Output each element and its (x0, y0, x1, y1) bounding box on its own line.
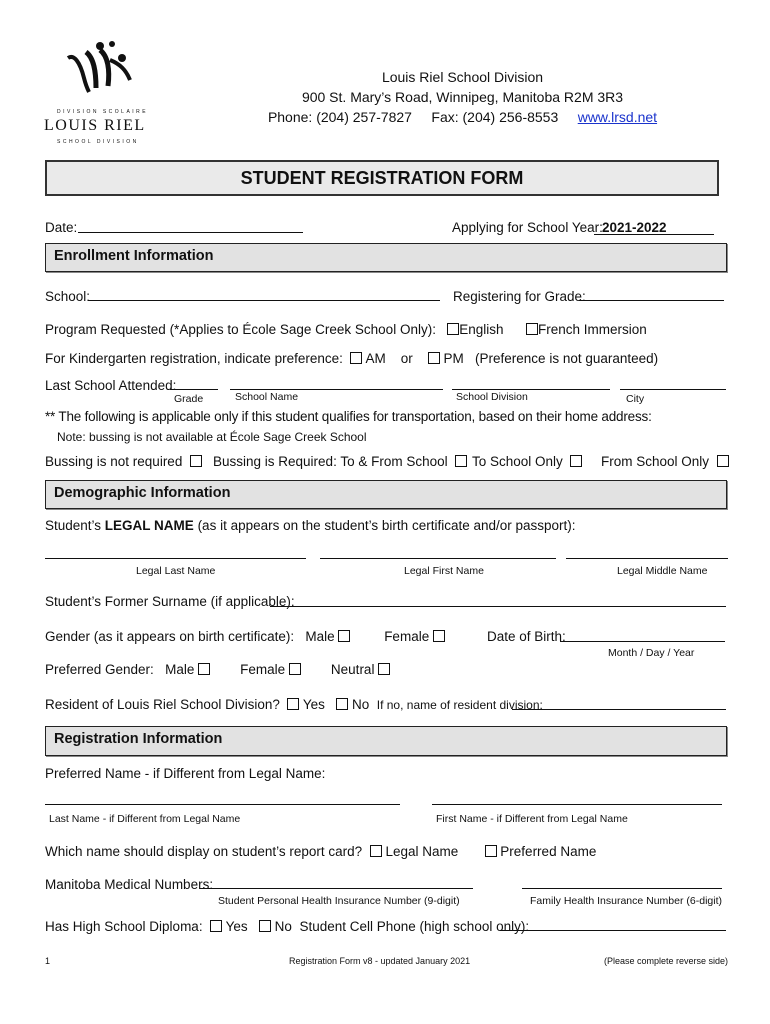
preferred-gender-row (45, 662, 390, 677)
page-number: 1 (45, 956, 51, 966)
school-year-value[interactable]: 2021-2022 (602, 220, 667, 235)
bus-not-required-checkbox[interactable] (190, 455, 202, 467)
logo-figures-icon (64, 40, 144, 95)
family-hin-caption: Family Health Insurance Number (6-digit) (530, 895, 722, 907)
bus-to-checkbox[interactable] (570, 455, 582, 467)
resident-no-checkbox[interactable] (336, 698, 348, 710)
logo-name: LOUIS RIEL (44, 117, 146, 134)
bus-required-label: Bussing is Required: To & From School (213, 454, 448, 469)
female-label: Female (384, 629, 430, 644)
transport-note: ** The following is applicable only if this student qualifies for transportation, based on their home address: (45, 409, 652, 424)
dob-field[interactable] (560, 641, 725, 642)
bussing-note: Note: bussing is not available at École Sage Creek School (57, 430, 367, 444)
enrollment-section-title: Enrollment Information (54, 248, 214, 264)
legal-name-checkbox[interactable] (370, 845, 382, 857)
bus-from (601, 454, 729, 469)
preferred-last-name-field[interactable] (45, 804, 400, 805)
enrollment-section-header (45, 243, 727, 272)
bus-to-from-checkbox[interactable] (455, 455, 467, 467)
french-immersion-checkbox[interactable] (526, 323, 538, 335)
preferred-name-label: Preferred Name - if Different from Legal Name: (45, 766, 326, 781)
grade-field[interactable] (579, 300, 724, 301)
gender-label: Gender (as it appears on birth certificate): (45, 629, 295, 644)
school-field[interactable] (88, 300, 440, 301)
preferred-name-checkbox[interactable] (485, 845, 497, 857)
medical-numbers-label: Manitoba Medical Numbers: (45, 877, 214, 892)
resident-label: Resident of Louis Riel School Division? (45, 697, 280, 712)
resident-yes-checkbox[interactable] (287, 698, 299, 710)
legal-middle-name-field[interactable] (566, 558, 728, 559)
last-grade-field[interactable] (170, 389, 218, 390)
phin-field[interactable] (200, 888, 473, 889)
or-label: or (400, 351, 413, 366)
logo (42, 40, 162, 150)
female-checkbox[interactable] (433, 630, 445, 642)
last-school-city-field[interactable] (620, 389, 726, 390)
resident-division-field[interactable] (512, 709, 726, 710)
family-hin-field[interactable] (522, 888, 722, 889)
school-division-caption: School Division (456, 391, 528, 403)
program-label: Program Requested (*Applies to École Sage Creek School Only): (45, 322, 436, 337)
pref-male-label: Male (165, 662, 195, 677)
pm-label: PM (443, 351, 464, 366)
resident-if-no-label: If no, name of resident division: (376, 698, 543, 712)
diploma-no-label: No (274, 919, 292, 934)
grade-caption: Grade (174, 393, 204, 405)
diploma-no-checkbox[interactable] (259, 920, 271, 932)
pref-female-checkbox[interactable] (289, 663, 301, 675)
legal-name-suffix: (as it appears on the student’s birth certificate and/or passport): (193, 518, 576, 533)
demographic-section-header (45, 480, 727, 509)
registration-section-header (45, 726, 727, 756)
preferred-first-caption: First Name - if Different from Legal Name (436, 813, 628, 825)
legal-first-caption: Legal First Name (404, 565, 484, 577)
legal-name-option: Legal Name (385, 844, 459, 859)
last-school-division-field[interactable] (452, 389, 610, 390)
date-label: Date: (45, 220, 78, 235)
kindergarten-row (45, 351, 658, 366)
last-school-label: Last School Attended: (45, 378, 177, 393)
pref-neutral-label: Neutral (330, 662, 375, 677)
bus-not-required (45, 454, 202, 469)
registration-section-title: Registration Information (54, 731, 223, 747)
preferred-last-caption: Last Name - if Different from Legal Name (49, 813, 241, 825)
city-caption: City (626, 393, 645, 405)
date-field[interactable] (78, 232, 303, 233)
school-year-label: Applying for School Year: (452, 220, 603, 235)
preferred-gender-label: Preferred Gender: (45, 662, 154, 677)
gender-row (45, 629, 445, 644)
bus-to-label: To School Only (472, 454, 563, 469)
diploma-row (45, 919, 529, 934)
pref-male-checkbox[interactable] (198, 663, 210, 675)
legal-first-name-field[interactable] (320, 558, 556, 559)
am-label: AM (365, 351, 386, 366)
preferred-name-option: Preferred Name (500, 844, 597, 859)
legal-last-name-field[interactable] (45, 558, 306, 559)
grade-label: Registering for Grade: (453, 289, 586, 304)
resident-no-label: No (351, 697, 370, 712)
last-school-name-field[interactable] (230, 389, 443, 390)
male-label: Male (305, 629, 335, 644)
division-fax: Fax: (204) 256-8553 (431, 109, 559, 125)
english-checkbox[interactable] (447, 323, 459, 335)
website-link[interactable]: www.lrsd.net (577, 109, 658, 125)
dob-format-caption: Month / Day / Year (608, 647, 695, 659)
logo-bottom-text: SCHOOL DIVISION (57, 139, 139, 145)
pref-neutral-checkbox[interactable] (378, 663, 390, 675)
division-phone: Phone: (204) 257-7827 (267, 109, 412, 125)
division-contact (250, 107, 675, 127)
preferred-first-name-field[interactable] (432, 804, 722, 805)
cell-phone-field[interactable] (500, 930, 726, 931)
form-version: Registration Form v8 - updated January 2021 (289, 956, 471, 966)
diploma-yes-label: Yes (225, 919, 248, 934)
form-title: STUDENT REGISTRATION FORM (45, 160, 719, 196)
cell-phone-label: Student Cell Phone (high school only): (299, 919, 530, 934)
bus-from-label: From School Only (601, 454, 710, 469)
report-card-label: Which name should display on student’s report card? (45, 844, 363, 859)
pref-female-label: Female (240, 662, 286, 677)
bus-to (472, 454, 582, 469)
legal-name-prefix: Student’s (45, 518, 105, 533)
resident-yes-label: Yes (302, 697, 325, 712)
pm-checkbox[interactable] (428, 352, 440, 364)
division-address: 900 St. Mary’s Road, Winnipeg, Manitoba R2M 3R3 (301, 89, 624, 105)
kindergarten-label: For Kindergarten registration, indicate preference: (45, 351, 343, 366)
legal-middle-caption: Legal Middle Name (617, 565, 708, 577)
bus-not-required-label: Bussing is not required (45, 454, 183, 469)
school-name-caption: School Name (235, 391, 299, 403)
legal-last-caption: Legal Last Name (136, 565, 216, 577)
former-surname-field[interactable] (270, 606, 726, 607)
former-surname-label: Student’s Former Surname (if applicable): (45, 594, 295, 609)
diploma-yes-checkbox[interactable] (210, 920, 222, 932)
am-checkbox[interactable] (350, 352, 362, 364)
legal-name-bold: LEGAL NAME (104, 518, 194, 533)
kindergarten-note: (Preference is not guaranteed) (475, 351, 659, 366)
diploma-label: Has High School Diploma: (45, 919, 203, 934)
program-row (45, 322, 647, 337)
division-header (250, 67, 675, 127)
phin-caption: Student Personal Health Insurance Number (9-digit) (218, 895, 460, 907)
dob-label: Date of Birth: (487, 629, 566, 644)
bus-from-checkbox[interactable] (717, 455, 729, 467)
logo-top-text: DIVISION SCOLAIRE (57, 109, 149, 115)
french-immersion-label: French Immersion (538, 322, 647, 337)
reverse-side-note: (Please complete reverse side) (604, 956, 729, 966)
bus-required (213, 454, 467, 469)
demographic-section-title: Demographic Information (54, 485, 231, 501)
resident-row (45, 697, 543, 712)
male-checkbox[interactable] (338, 630, 350, 642)
school-year-field[interactable] (594, 234, 714, 235)
division-name: Louis Riel School Division (381, 69, 544, 85)
english-label: English (459, 322, 504, 337)
legal-name-instruction (45, 518, 576, 533)
school-label: School: (45, 289, 91, 304)
report-card-row (45, 844, 596, 859)
